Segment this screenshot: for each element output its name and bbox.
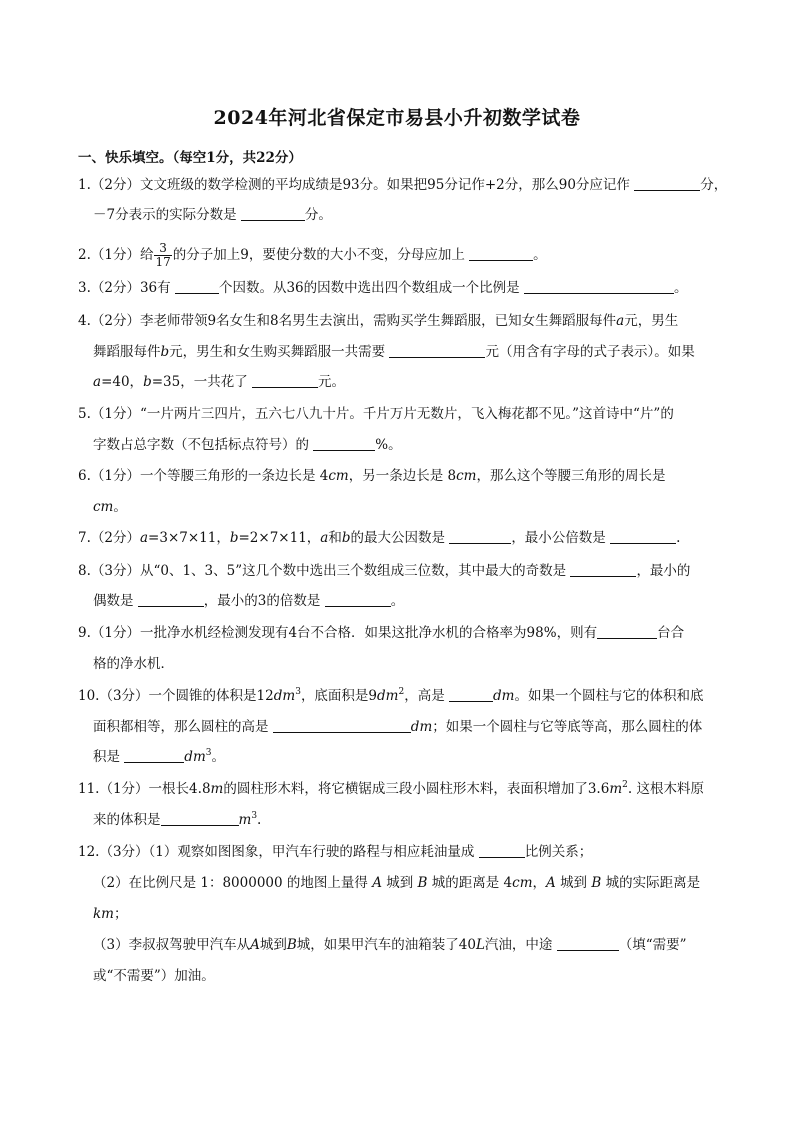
answer-blank[interactable]: [524, 280, 674, 294]
question-5-line-1: 5.（1分）“一片两片三四片，五六七八九十片。千片万片无数片，飞入梅花都不见。”这首诗中“片”的: [78, 406, 674, 422]
question-3: 3.（2分）36有 个因数。从36的因数中选出四个数组成一个比例是 。: [78, 280, 688, 296]
section-heading: 一、快乐填空。（每空1分，共22分）: [78, 150, 302, 166]
answer-blank[interactable]: [634, 177, 700, 191]
question-1-line-2: －7分表示的实际分数是 分。: [93, 207, 332, 223]
question-12-line-4: （3）李叔叔驾驶甲汽车从A城到B城，如果甲汽车的油箱装了40L汽油，中途 （填“需要”: [93, 937, 687, 953]
question-4-line-2: 舞蹈服每件b元，男生和女生购买舞蹈服一共需要 元（用含有字母的式子表示）。如果: [93, 344, 695, 360]
question-8-line-2: 偶数是 ，最小的3的倍数是 。: [93, 593, 405, 609]
answer-blank[interactable]: [325, 593, 391, 607]
question-10-line-3: 积是 $dm^3$。: [93, 748, 225, 765]
question-8-line-1: 8.（3分）从“0、1、3、5”这几个数中选出三个数组成三位数，其中最大的奇数是 ，最小的: [78, 563, 691, 579]
question-10-line-2: 面积都相等，那么圆柱的高是 dm；如果一个圆柱与它等底等高，那么圆柱的体: [93, 719, 703, 735]
question-6-line-1: 6.（1分）一个等腰三角形的一条边长是 4cm，另一条边长是 8cm，那么这个等腰三角形的周长是: [78, 468, 666, 484]
question-9-line-2: 格的净水机．: [93, 656, 174, 672]
answer-blank[interactable]: [124, 749, 184, 763]
question-7: 7.（2分）a=3×7×11，b=2×7×11，a和b的最大公因数是 ，最小公倍数是 .: [78, 530, 681, 546]
question-11-line-2: 来的体积是 $m^3$.: [93, 811, 262, 828]
answer-blank[interactable]: [273, 719, 411, 733]
question-12-line-3: km；: [93, 906, 128, 922]
question-5-line-2: 字数占总字数（不包括标点符号）的 %。: [93, 437, 402, 453]
answer-blank[interactable]: [449, 688, 493, 702]
answer-blank[interactable]: [597, 625, 657, 639]
question-9-line-1: 9.（1分）一批净水机经检测发现有4台不合格．如果这批净水机的合格率为98%，则有 台合: [78, 625, 685, 641]
answer-blank[interactable]: [610, 530, 676, 544]
fraction: $\frac{3}{17}$: [155, 241, 171, 269]
answer-blank[interactable]: [570, 563, 636, 577]
answer-blank[interactable]: [175, 280, 219, 294]
question-12-line-5: 或“不需要”）加油。: [93, 968, 215, 984]
answer-blank[interactable]: [389, 344, 485, 358]
question-1-line-1: 1.（2分）文文班级的数学检测的平均成绩是93分。如果把95分记作+2分，那么90分应记作 分，: [78, 177, 728, 193]
answer-blank[interactable]: [449, 530, 511, 544]
answer-blank[interactable]: [252, 374, 318, 388]
answer-blank[interactable]: [557, 937, 619, 951]
answer-blank[interactable]: [469, 247, 533, 261]
answer-blank[interactable]: [138, 593, 204, 607]
answer-blank[interactable]: [313, 437, 375, 451]
question-4-line-3: a=40，b=35，一共花了 元。: [93, 374, 346, 390]
answer-blank[interactable]: [161, 812, 239, 826]
question-2: 2.（1分）给 $\frac{3}{17}$ 的分子加上9，要使分数的大小不变，分母应加上 。: [78, 241, 547, 269]
question-11-line-1: 11.（1分）一根长4.8m的圆柱形木料，将它横锯成三段小圆柱形木料，表面积增加了$3.6m^2$. 这根木料原: [78, 780, 704, 797]
answer-blank[interactable]: [241, 207, 305, 221]
question-12-line-1: 12.（3分）（1）观察如图图象，甲汽车行驶的路程与相应耗油量成 比例关系；: [78, 844, 593, 860]
question-4-line-1: 4.（2分）李老师带领9名女生和8名男生去演出，需购买学生舞蹈服，已知女生舞蹈服每件a元，男生: [78, 313, 679, 329]
page-title: 2024年河北省保定市易县小升初数学试卷: [213, 107, 581, 129]
answer-blank[interactable]: [479, 844, 525, 858]
question-6-line-2: cm。: [93, 499, 127, 515]
question-12-line-2: （2）在比例尺是 1：8000000 的地图上量得 A 城到 B 城的距离是 4cm，A 城到 B 城的实际距离是: [93, 875, 701, 891]
question-10-line-1: 10.（3分）一个圆锥的体积是$12dm^3$，底面积是$9dm^2$，高是 dm。如果一个圆柱与它的体积和底: [78, 687, 704, 704]
